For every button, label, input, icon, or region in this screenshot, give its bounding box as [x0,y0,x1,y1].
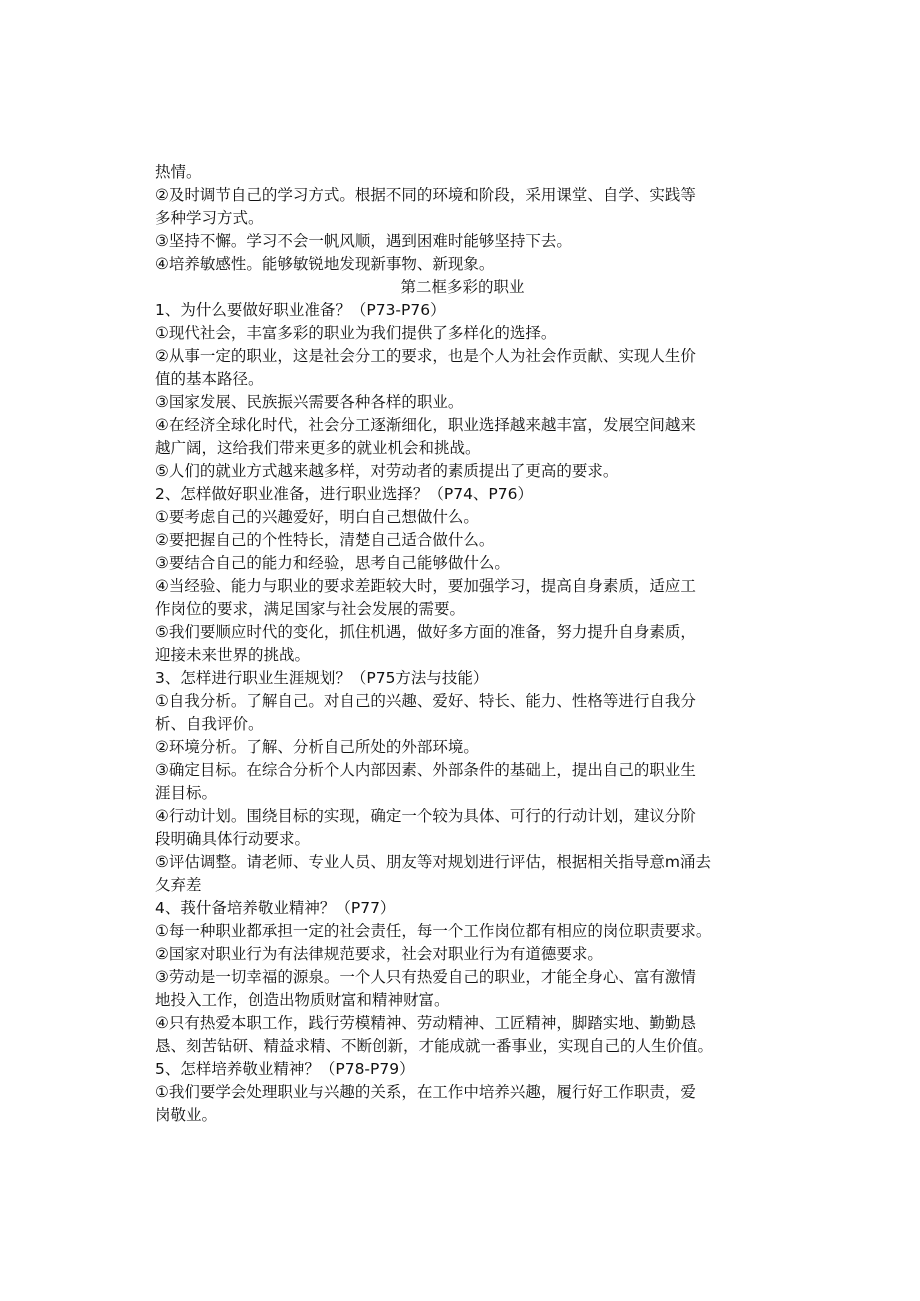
text-line: 恳、刻苦钻研、精益求精、不断创新，才能成就一番事业，实现自己的人生价值。 [155,1037,714,1055]
text-line: ⑤人们的就业方式越来越多样，对劳动者的素质提出了更高的要求。 [155,462,619,480]
text-line: ②从事一定的职业，这是社会分工的要求，也是个人为社会作贡献、实现人生价 [155,347,696,365]
text-line: ①自我分析。了解自己。对自己的兴趣、爱好、特长、能力、性格等进行自我分 [155,692,696,710]
text-line: ②环境分析。了解、分析自己所处的外部环境。 [155,738,479,756]
text-line: 涯目标。 [155,784,218,802]
text-line: 值的基本路径。 [155,370,264,388]
text-line: 热情。 [155,163,202,181]
text-line: 地投入工作，创造出物质财富和精神财富。 [155,991,450,1009]
text-line: ②要把握自己的个性特长，清楚自己适合做什么。 [155,531,495,549]
text-line: 多种学习方式。 [155,209,264,227]
text-line: 作岗位的要求，满足国家与社会发展的需要。 [155,600,466,618]
question-heading: 5、怎样培养敬业精神？（P78-P79） [155,1060,415,1078]
text-line: ④培养敏感性。能够敏锐地发现新事物、新现象。 [155,255,495,273]
text-line: ①我们要学会处理职业与兴趣的关系，在工作中培养兴趣，履行好工作职责，爱 [155,1083,696,1101]
text-line: ①要考虑自己的兴趣爱好，明白自己想做什么。 [155,508,479,526]
text-line: ④当经验、能力与职业的要求差距较大时，要加强学习，提高自身素质，适应工 [155,577,696,595]
question-heading: 2、怎样做好职业准备，进行职业选择？（P74、P76） [155,485,534,503]
question-heading: 3、怎样进行职业生涯规划？（P75方法与技能） [155,669,489,687]
question-heading: 4、莪什备培养敬业精神？（P77） [155,899,396,917]
text-line: 段明确具体行动要求。 [155,830,311,848]
text-line: ①现代社会，丰富多彩的职业为我们提供了多样化的选择。 [155,324,557,342]
text-line: ③国家发展、民族振兴需要各种各样的职业。 [155,393,464,411]
document-page [155,161,770,1127]
text-line: ④在经济全球化时代，社会分工逐渐细化，职业选择越来越丰富，发展空间越来 [155,416,696,434]
text-line: ②国家对职业行为有法律规范要求，社会对职业行为有道德要求。 [155,945,603,963]
text-line: 夂弃差 [155,876,202,894]
question-heading: 1、为什么要做好职业准备？（P73-P76） [155,301,446,319]
text-line: ③确定目标。在综合分析个人内部因素、外部条件的基础上，提出自己的职业生 [155,761,696,779]
section-title: 第二框多彩的职业 [400,278,525,296]
text-line: ④行动计划。围绕目标的实现，确定一个较为具体、可行的行动计划，建议分阶 [155,807,696,825]
text-line: 迎接未来世界的挑战。 [155,646,311,664]
text-line: ②及时调节自己的学习方式。根据不同的环境和阶段，采用课堂、自学、实践等 [155,186,696,204]
text-line: ⑤评估调整。请老师、专业人员、朋友等对规划进行评估，根据相关指导意m涌去 [155,853,711,871]
text-line: 岗敬业。 [155,1106,218,1124]
text-line: 越广阔，这给我们带来更多的就业机会和挑战。 [155,439,481,457]
text-line: ⑤我们要顺应时代的变化，抓住机遇，做好多方面的准备，努力提升自身素质， [155,623,696,641]
text-line: ①每一种职业都承担一定的社会责任，每一个工作岗位都有相应的岗位职责要求。 [155,922,712,940]
text-line: ③坚持不懈。学习不会一帆风顺，遇到困难时能够坚持下去。 [155,232,572,250]
text-line: ③要结合自己的能力和经验，思考自己能够做什么。 [155,554,510,572]
text-line: 析、自我评价。 [155,715,264,733]
text-line: ③劳动是一切幸福的源泉。一个人只有热爱自己的职业，才能全身心、富有激情 [155,968,696,986]
text-line: ④只有热爱本职工作，践行劳模精神、劳动精神、工匠精神，脚踏实地、勤勤恳 [155,1014,696,1032]
